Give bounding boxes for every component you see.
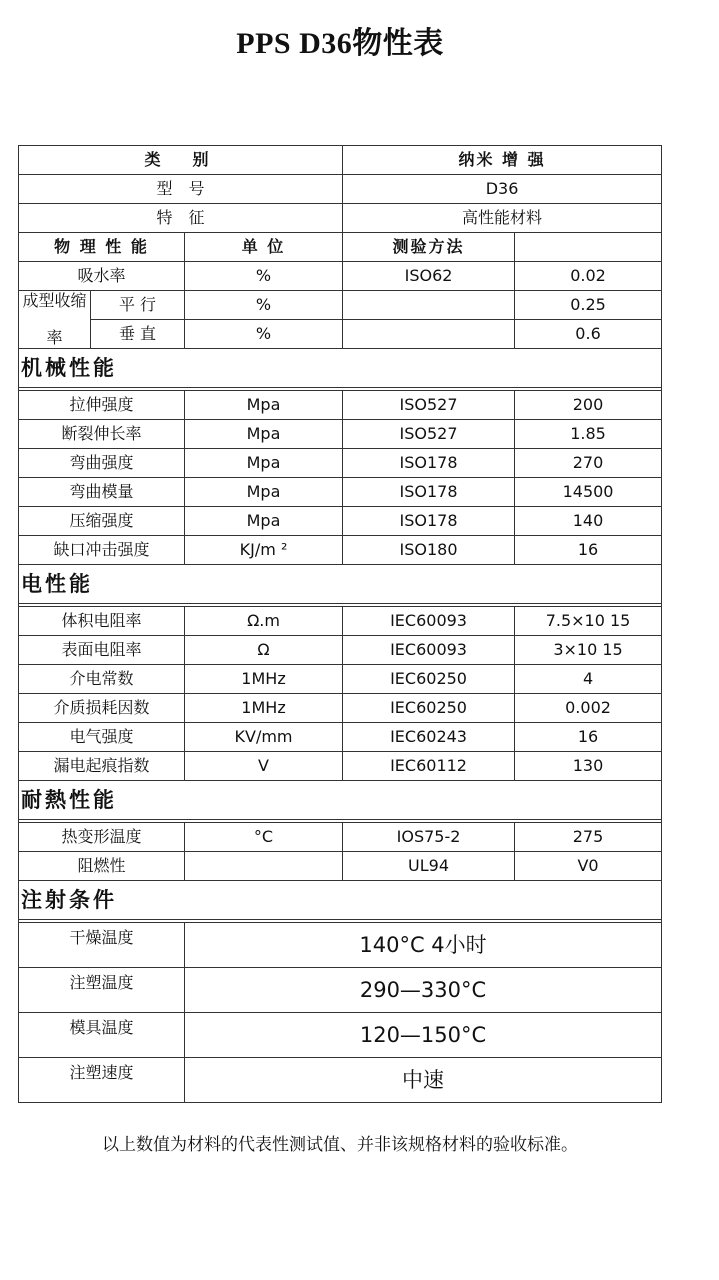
property-name: 断裂伸长率 xyxy=(19,420,185,449)
table-row xyxy=(19,723,662,752)
property-method: ISO180 xyxy=(343,536,515,565)
condition-value: 290—330°C xyxy=(185,968,662,1013)
property-table xyxy=(18,145,662,1103)
condition-name: 注塑速度 xyxy=(19,1058,185,1103)
property-method: ISO527 xyxy=(343,420,515,449)
property-value: 3×10 15 xyxy=(515,636,662,665)
property-value: 1.85 xyxy=(515,420,662,449)
condition-name: 注塑温度 xyxy=(19,968,185,1013)
table-row xyxy=(19,665,662,694)
property-value: 16 xyxy=(515,723,662,752)
property-method: IEC60250 xyxy=(343,694,515,723)
property-name: 平 行 xyxy=(91,291,185,320)
table-row xyxy=(19,449,662,478)
property-method: IEC60250 xyxy=(343,665,515,694)
page-title: PPS D36物性表 xyxy=(236,27,444,60)
property-name: 吸水率 xyxy=(19,262,185,291)
shrinkage-label-line1: 成型收缩 xyxy=(22,290,87,310)
table-row xyxy=(19,923,662,968)
table-row xyxy=(19,636,662,665)
category-value: 纳米 增 强 xyxy=(343,146,662,175)
property-name: 漏电起痕指数 xyxy=(19,752,185,781)
property-name: 缺口冲击强度 xyxy=(19,536,185,565)
property-unit: Mpa xyxy=(185,478,343,507)
property-value: 0.6 xyxy=(515,320,662,349)
condition-value: 120—150°C xyxy=(185,1013,662,1058)
model-label: 型 号 xyxy=(19,175,343,204)
property-name: 电气强度 xyxy=(19,723,185,752)
table-row xyxy=(19,607,662,636)
property-unit: % xyxy=(185,320,343,349)
property-value: 7.5×10 15 xyxy=(515,607,662,636)
shrinkage-label xyxy=(19,291,91,349)
col-value xyxy=(515,233,662,262)
table-row xyxy=(19,1013,662,1058)
property-name: 压缩强度 xyxy=(19,507,185,536)
property-value: 270 xyxy=(515,449,662,478)
property-method: ISO527 xyxy=(343,391,515,420)
property-method: ISO178 xyxy=(343,507,515,536)
col-method: 测验方法 xyxy=(343,233,515,262)
section-title: 耐熱性能 xyxy=(19,781,662,820)
condition-name: 干燥温度 xyxy=(19,923,185,968)
property-name: 拉伸强度 xyxy=(19,391,185,420)
property-unit: °C xyxy=(185,823,343,852)
property-unit xyxy=(185,852,343,881)
table-row xyxy=(19,752,662,781)
property-name: 弯曲强度 xyxy=(19,449,185,478)
footnote: 以上数值为材料的代表性测试值、并非该规格材料的验收标准。 xyxy=(102,1135,578,1155)
property-unit: Mpa xyxy=(185,420,343,449)
condition-name: 模具温度 xyxy=(19,1013,185,1058)
property-unit: Ω.m xyxy=(185,607,343,636)
property-value: 200 xyxy=(515,391,662,420)
property-unit: 1MHz xyxy=(185,665,343,694)
property-method: IEC60112 xyxy=(343,752,515,781)
table-row xyxy=(19,1058,662,1103)
property-unit: Mpa xyxy=(185,507,343,536)
property-value: 0.02 xyxy=(515,262,662,291)
property-method: IEC60243 xyxy=(343,723,515,752)
property-value: 14500 xyxy=(515,478,662,507)
table-row xyxy=(19,694,662,723)
section-injection xyxy=(19,881,662,920)
condition-value: 140°C 4小时 xyxy=(185,923,662,968)
property-unit: V xyxy=(185,752,343,781)
property-unit: % xyxy=(185,291,343,320)
table-row xyxy=(19,507,662,536)
feature-row xyxy=(19,204,662,233)
property-name: 垂 直 xyxy=(91,320,185,349)
property-unit: Mpa xyxy=(185,449,343,478)
property-value: 4 xyxy=(515,665,662,694)
table-row xyxy=(19,262,662,291)
table-row xyxy=(19,391,662,420)
col-property: 物 理 性 能 xyxy=(19,233,185,262)
table-row xyxy=(19,536,662,565)
property-unit: Ω xyxy=(185,636,343,665)
property-name: 热变形温度 xyxy=(19,823,185,852)
column-header-row xyxy=(19,233,662,262)
table-row xyxy=(19,291,662,320)
category-row xyxy=(19,146,662,175)
condition-value: 中速 xyxy=(185,1058,662,1103)
property-unit: Mpa xyxy=(185,391,343,420)
property-name: 阻燃性 xyxy=(19,852,185,881)
table-row xyxy=(19,320,662,349)
col-unit: 单 位 xyxy=(185,233,343,262)
property-method: IOS75-2 xyxy=(343,823,515,852)
property-value: 130 xyxy=(515,752,662,781)
property-method: IEC60093 xyxy=(343,607,515,636)
property-unit: KV/mm xyxy=(185,723,343,752)
table-row xyxy=(19,852,662,881)
property-name: 弯曲模量 xyxy=(19,478,185,507)
section-title: 电性能 xyxy=(19,565,662,604)
property-method: ISO178 xyxy=(343,449,515,478)
property-method: IEC60093 xyxy=(343,636,515,665)
property-unit: KJ/m ² xyxy=(185,536,343,565)
property-value: 140 xyxy=(515,507,662,536)
table-row xyxy=(19,823,662,852)
property-name: 介质损耗因数 xyxy=(19,694,185,723)
feature-label: 特 征 xyxy=(19,204,343,233)
property-name: 表面电阻率 xyxy=(19,636,185,665)
feature-value: 高性能材料 xyxy=(343,204,662,233)
property-method xyxy=(343,320,515,349)
section-electrical xyxy=(19,565,662,604)
category-label: 类 别 xyxy=(19,146,343,175)
model-value: D36 xyxy=(343,175,662,204)
shrinkage-label-line2: 率 xyxy=(46,327,63,347)
table-row xyxy=(19,420,662,449)
model-row xyxy=(19,175,662,204)
section-mechanical xyxy=(19,349,662,388)
table-row xyxy=(19,968,662,1013)
property-value: V0 xyxy=(515,852,662,881)
section-title: 机械性能 xyxy=(19,349,662,388)
section-thermal xyxy=(19,781,662,820)
property-value: 0.25 xyxy=(515,291,662,320)
property-method: ISO178 xyxy=(343,478,515,507)
property-value: 275 xyxy=(515,823,662,852)
property-method xyxy=(343,291,515,320)
property-value: 16 xyxy=(515,536,662,565)
property-unit: 1MHz xyxy=(185,694,343,723)
property-value: 0.002 xyxy=(515,694,662,723)
property-method: ISO62 xyxy=(343,262,515,291)
section-title: 注射条件 xyxy=(19,881,662,920)
property-unit: % xyxy=(185,262,343,291)
table-row xyxy=(19,478,662,507)
property-name: 体积电阻率 xyxy=(19,607,185,636)
property-name: 介电常数 xyxy=(19,665,185,694)
property-method: UL94 xyxy=(343,852,515,881)
